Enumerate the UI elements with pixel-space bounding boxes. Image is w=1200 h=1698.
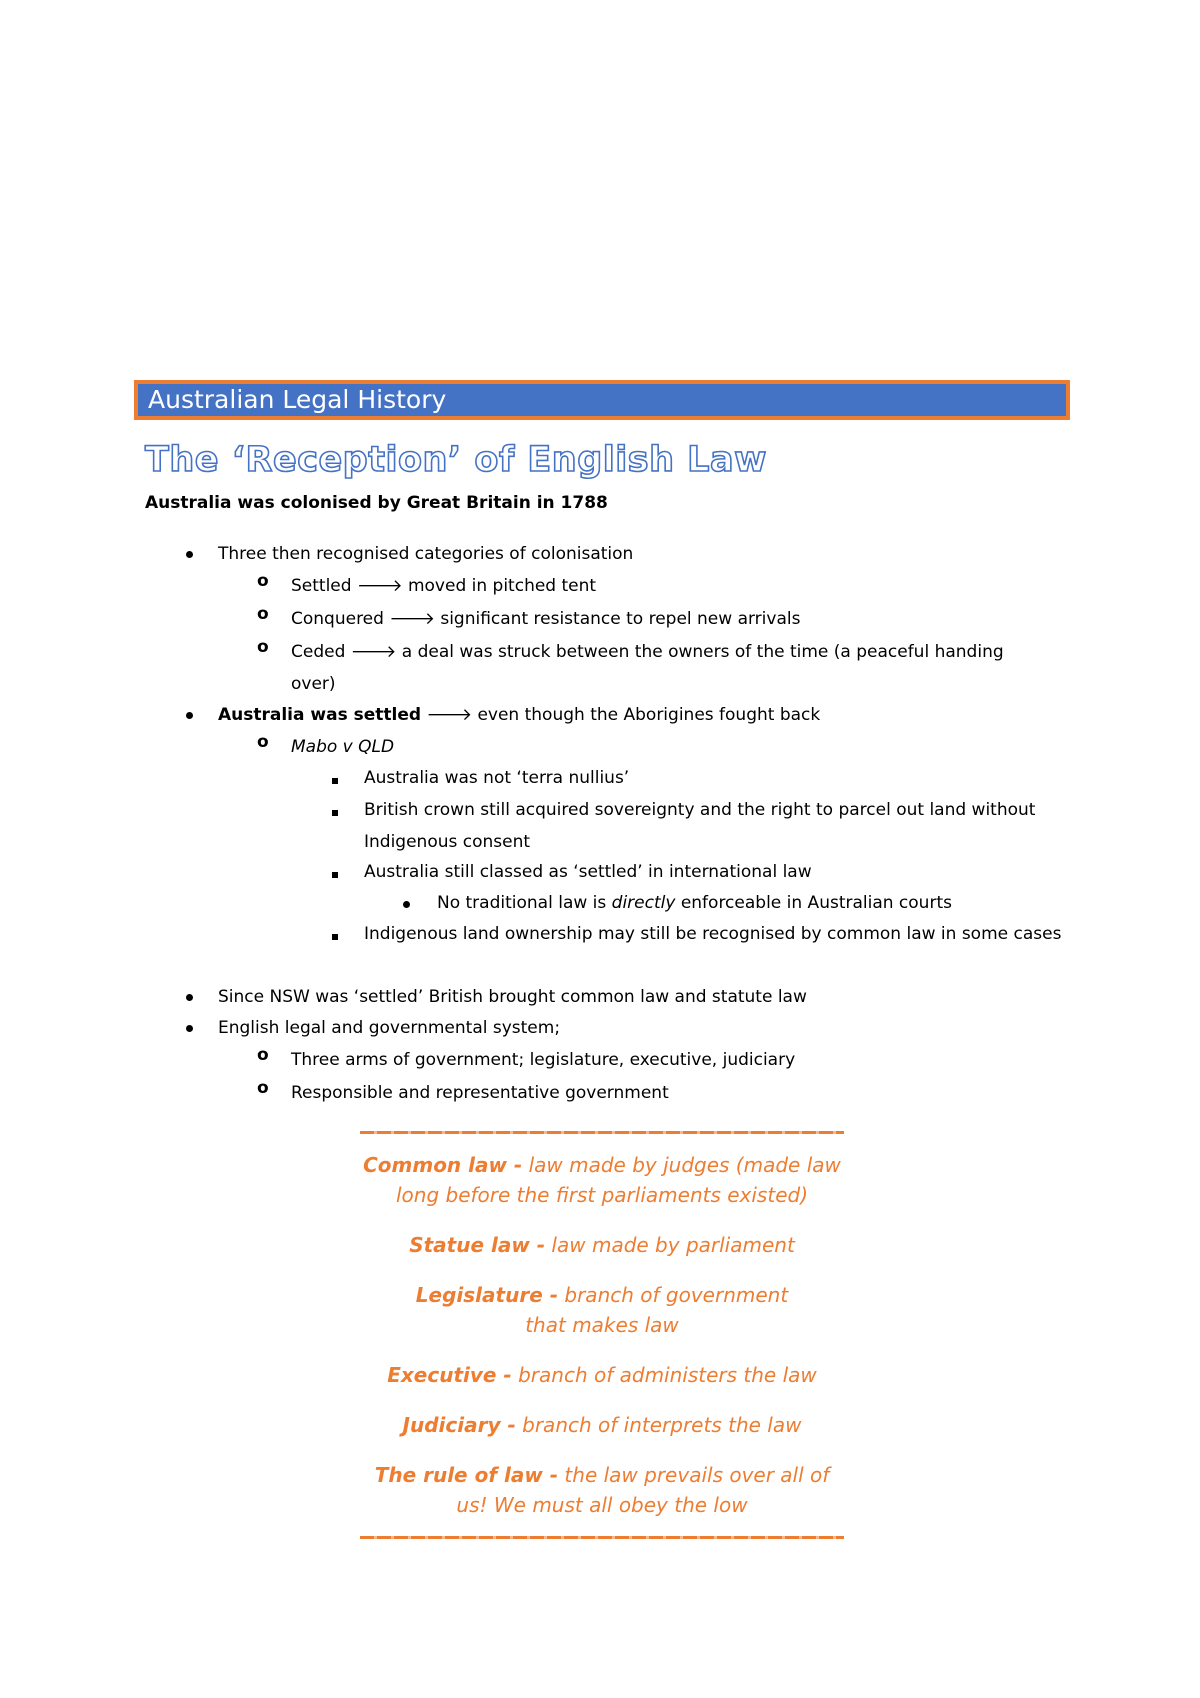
list-item: Three then recognised categories of colonisation [218,544,634,564]
definition: Common law - law made by judges (made law long before the first parliaments existed) [363,1153,841,1207]
list-item: Three arms of government; legislature, executive, judiciary [291,1050,796,1070]
divider-top [360,1131,844,1134]
list-item: Australia was settled 🡒 even though the Aborigines fought back [218,705,821,725]
arrow-icon: 🡒 [356,576,403,596]
bullet-icon [332,934,338,940]
bullet-icon: o [257,637,269,657]
list-item: Australia was not ‘terra nullius’ [364,768,630,788]
list-item: English legal and governmental system; [218,1018,561,1038]
bullet-icon [186,551,193,558]
divider-bottom [360,1536,844,1539]
bullet-icon: o [257,732,269,752]
bullet-icon: o [257,1078,269,1098]
list-item: Australia still classed as ‘settled’ in international law [364,862,812,882]
arrow-icon: 🡒 [350,642,397,662]
definition: Statue law - law made by parliament [409,1233,795,1257]
bullet-icon [332,778,338,784]
list-item: Settled 🡒 moved in pitched tent [291,576,597,596]
list-item: No traditional law is directly enforceable in Australian courts [437,893,952,913]
page-title: The ‘Reception’ of English Law [145,440,767,480]
list-item: Mabo v QLD [291,737,395,757]
bullet-icon: o [257,1045,269,1065]
bullet-icon: o [257,604,269,624]
bullet-icon [403,901,410,908]
definition: Executive - branch of administers the law [387,1363,817,1387]
definition: Legislature - branch of government that makes law [415,1283,789,1337]
list-item: British crown still acquired sovereignty and the right to parcel out land without Indigenous consent [364,800,1036,852]
definitions-box [360,1150,844,1540]
bullet-icon: o [257,571,269,591]
bullet-icon [186,1025,193,1032]
bullet-icon [332,810,338,816]
definition: Judiciary - branch of interprets the law [402,1413,802,1437]
section-banner: Australian Legal History [134,380,1070,420]
arrow-icon: 🡒 [389,609,435,629]
list-item: Responsible and representative government [291,1083,669,1103]
list-item: Conquered 🡒 significant resistance to repel new arrivals [291,609,801,629]
list-item: Since NSW was ‘settled’ British brought common law and statute law [218,987,807,1007]
bullet-icon [186,712,193,719]
list-item: Indigenous land ownership may still be recognised by common law in some cases [364,924,1062,944]
arrow-icon: 🡒 [426,705,473,725]
list-item: Ceded 🡒 a deal was struck between the owners of the time (a peaceful handing over) [291,642,1004,694]
definition: The rule of law - the law prevails over all of us! We must all obey the low [374,1463,830,1517]
subheading: Australia was colonised by Great Britain in 1788 [145,493,608,513]
bullet-icon [186,994,193,1001]
bullet-icon [332,872,338,878]
